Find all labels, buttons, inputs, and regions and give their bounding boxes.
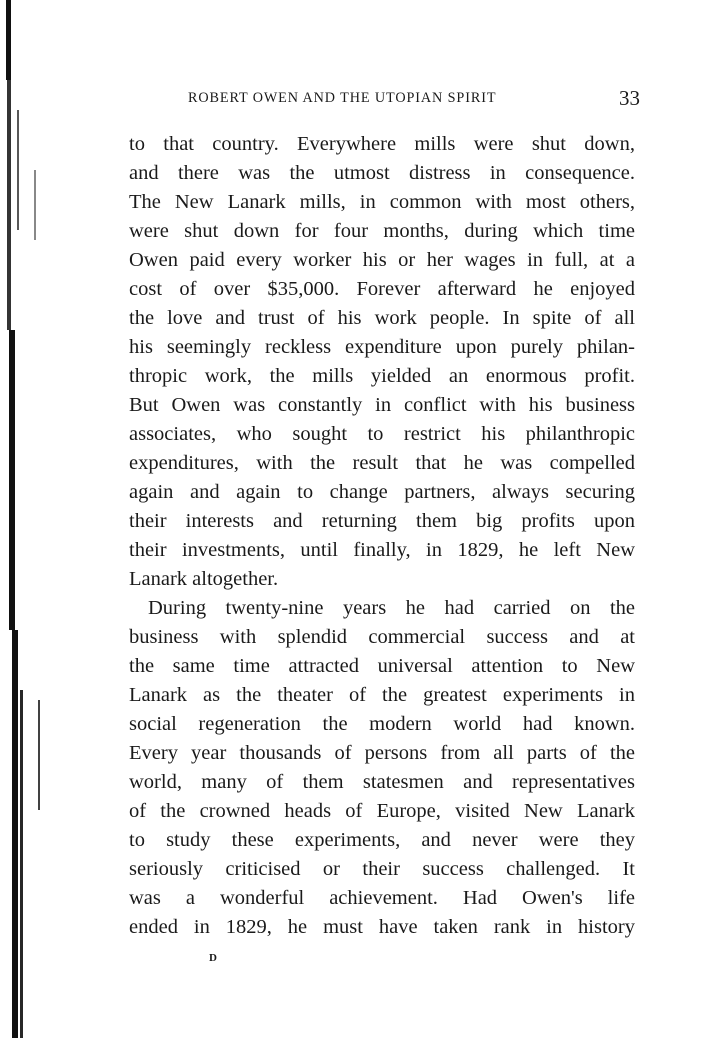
running-title: ROBERT OWEN AND THE UTOPIAN SPIRIT bbox=[188, 90, 497, 106]
paragraph-start-line: During twenty-nine years he had carried on the bbox=[148, 597, 635, 619]
paragraph-end-line: Lanark altogether. bbox=[129, 568, 279, 590]
text-line: ended in 1829, he must have taken rank in history bbox=[129, 916, 635, 938]
body-text bbox=[129, 130, 635, 942]
text-line: business with splendid commercial success and at bbox=[129, 626, 635, 648]
page-number: 33 bbox=[619, 86, 640, 110]
text-line: to that country. Everywhere mills were shut down, bbox=[129, 133, 635, 155]
text-line: his seemingly reckless expenditure upon purely philan- bbox=[129, 336, 635, 358]
text-line: associates, who sought to restrict his philanthropic bbox=[129, 423, 635, 445]
text-line: and there was the utmost distress in consequence. bbox=[129, 162, 635, 184]
text-line: of the crowned heads of Europe, visited New Lanark bbox=[129, 800, 635, 822]
text-line: to study these experiments, and never were they bbox=[129, 829, 635, 851]
text-line: the love and trust of his work people. In spite of all bbox=[129, 307, 635, 329]
signature-mark: D bbox=[209, 952, 217, 964]
text-line: expenditures, with the result that he was compelled bbox=[129, 452, 635, 474]
text-line: But Owen was constantly in conflict with his business bbox=[129, 394, 635, 416]
text-line: The New Lanark mills, in common with most others, bbox=[129, 191, 635, 213]
text-line: were shut down for four months, during which time bbox=[129, 220, 635, 242]
text-line: social regeneration the modern world had known. bbox=[129, 713, 635, 735]
text-line: Lanark as the theater of the greatest experiments in bbox=[129, 684, 635, 706]
text-line: world, many of them statesmen and representatives bbox=[129, 771, 635, 793]
binding-edge bbox=[0, 0, 28, 1038]
text-line: seriously criticised or their success challenged. It bbox=[129, 858, 635, 880]
page-header bbox=[188, 88, 640, 112]
text-line: their interests and returning them big profits upon bbox=[129, 510, 635, 532]
text-line: the same time attracted universal attention to New bbox=[129, 655, 635, 677]
text-line: Owen paid every worker his or her wages in full, at a bbox=[129, 249, 635, 271]
text-line: thropic work, the mills yielded an enormous profit. bbox=[129, 365, 635, 387]
text-line: was a wonderful achievement. Had Owen's life bbox=[129, 887, 635, 909]
text-line: their investments, until finally, in 1829, he left New bbox=[129, 539, 635, 561]
text-line: cost of over $35,000. Forever afterward he enjoyed bbox=[129, 278, 635, 300]
text-line: again and again to change partners, always securing bbox=[129, 481, 635, 503]
text-line: Every year thousands of persons from all parts of the bbox=[129, 742, 635, 764]
